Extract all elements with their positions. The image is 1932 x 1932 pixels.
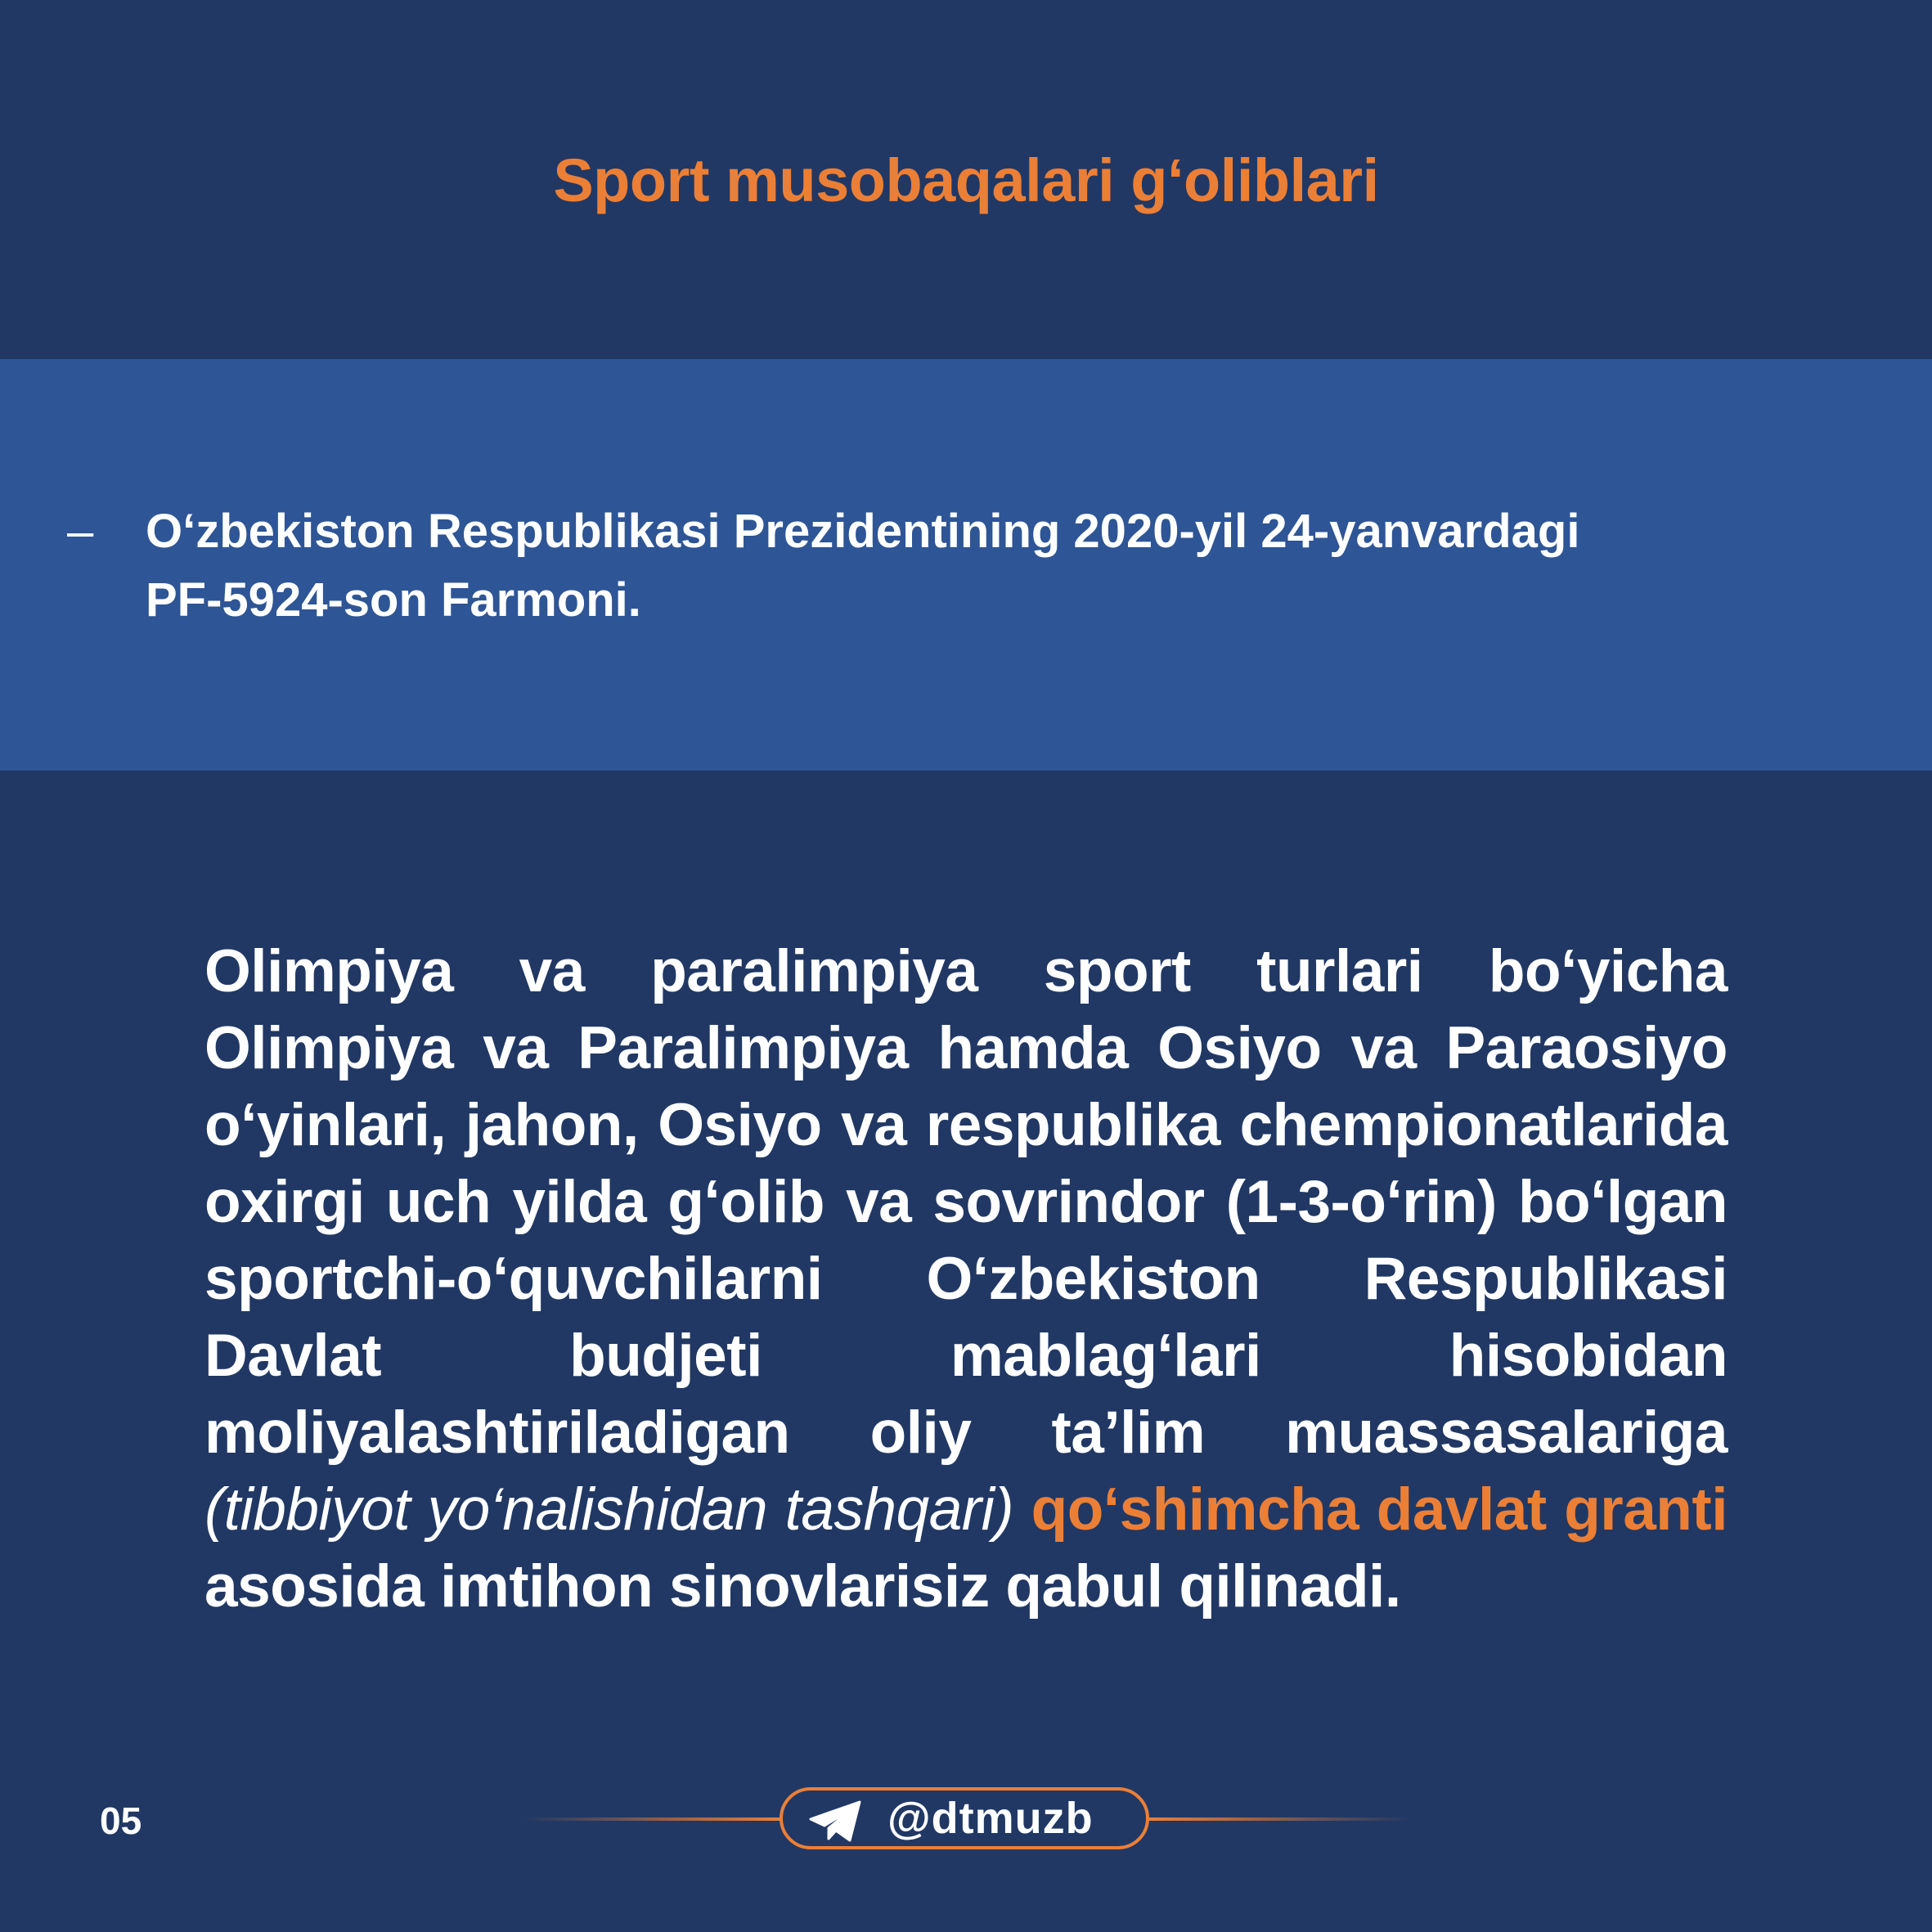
paragraph-note: (tibbiyot yo‘nalishidan tashqari) xyxy=(204,1476,1014,1543)
decree-line-1: O‘zbekiston Respublikasi Prezidentining 2020-yil 24-yanvardagi xyxy=(146,505,1580,558)
footer-divider-right xyxy=(1149,1817,1411,1821)
telegram-icon xyxy=(809,1800,863,1843)
paragraph-ending: asosida imtihon sinovlarisiz qabul qilinadi. xyxy=(204,1553,1401,1620)
page-title: Sport musobaqalari g‘oliblari xyxy=(553,146,1379,214)
paragraph-text: Olimpiya va paralimpiya sport turlari bo‘yicha Olimpiya va Paralimpiya hamda Osiyo va Paraosiyo o‘yinlari, jahon, Osiyo va respublika chempionatlarida oxirgi uch yilda g‘olib va sovrindor (1-3-o‘rin) bo‘lgan sportchi-o‘quvchilarni O‘zbekiston Respublikasi Davlat budjeti mablag‘lari hisobidan moliyalashtiriladigan oliy ta’lim muassasalariga xyxy=(204,938,1728,1466)
decree-line-2: PF-5924-son Farmoni. xyxy=(146,573,641,627)
decree-reference xyxy=(146,497,1781,635)
paragraph-highlight: qo‘shimcha davlat granti xyxy=(1031,1476,1728,1543)
telegram-handle-link[interactable] xyxy=(780,1787,1149,1849)
main-paragraph xyxy=(204,933,1728,1625)
page-number: 05 xyxy=(100,1799,142,1842)
list-dash: – xyxy=(67,505,94,558)
telegram-handle: @dtmuzb xyxy=(887,1794,1094,1843)
footer-divider-left xyxy=(523,1817,781,1821)
